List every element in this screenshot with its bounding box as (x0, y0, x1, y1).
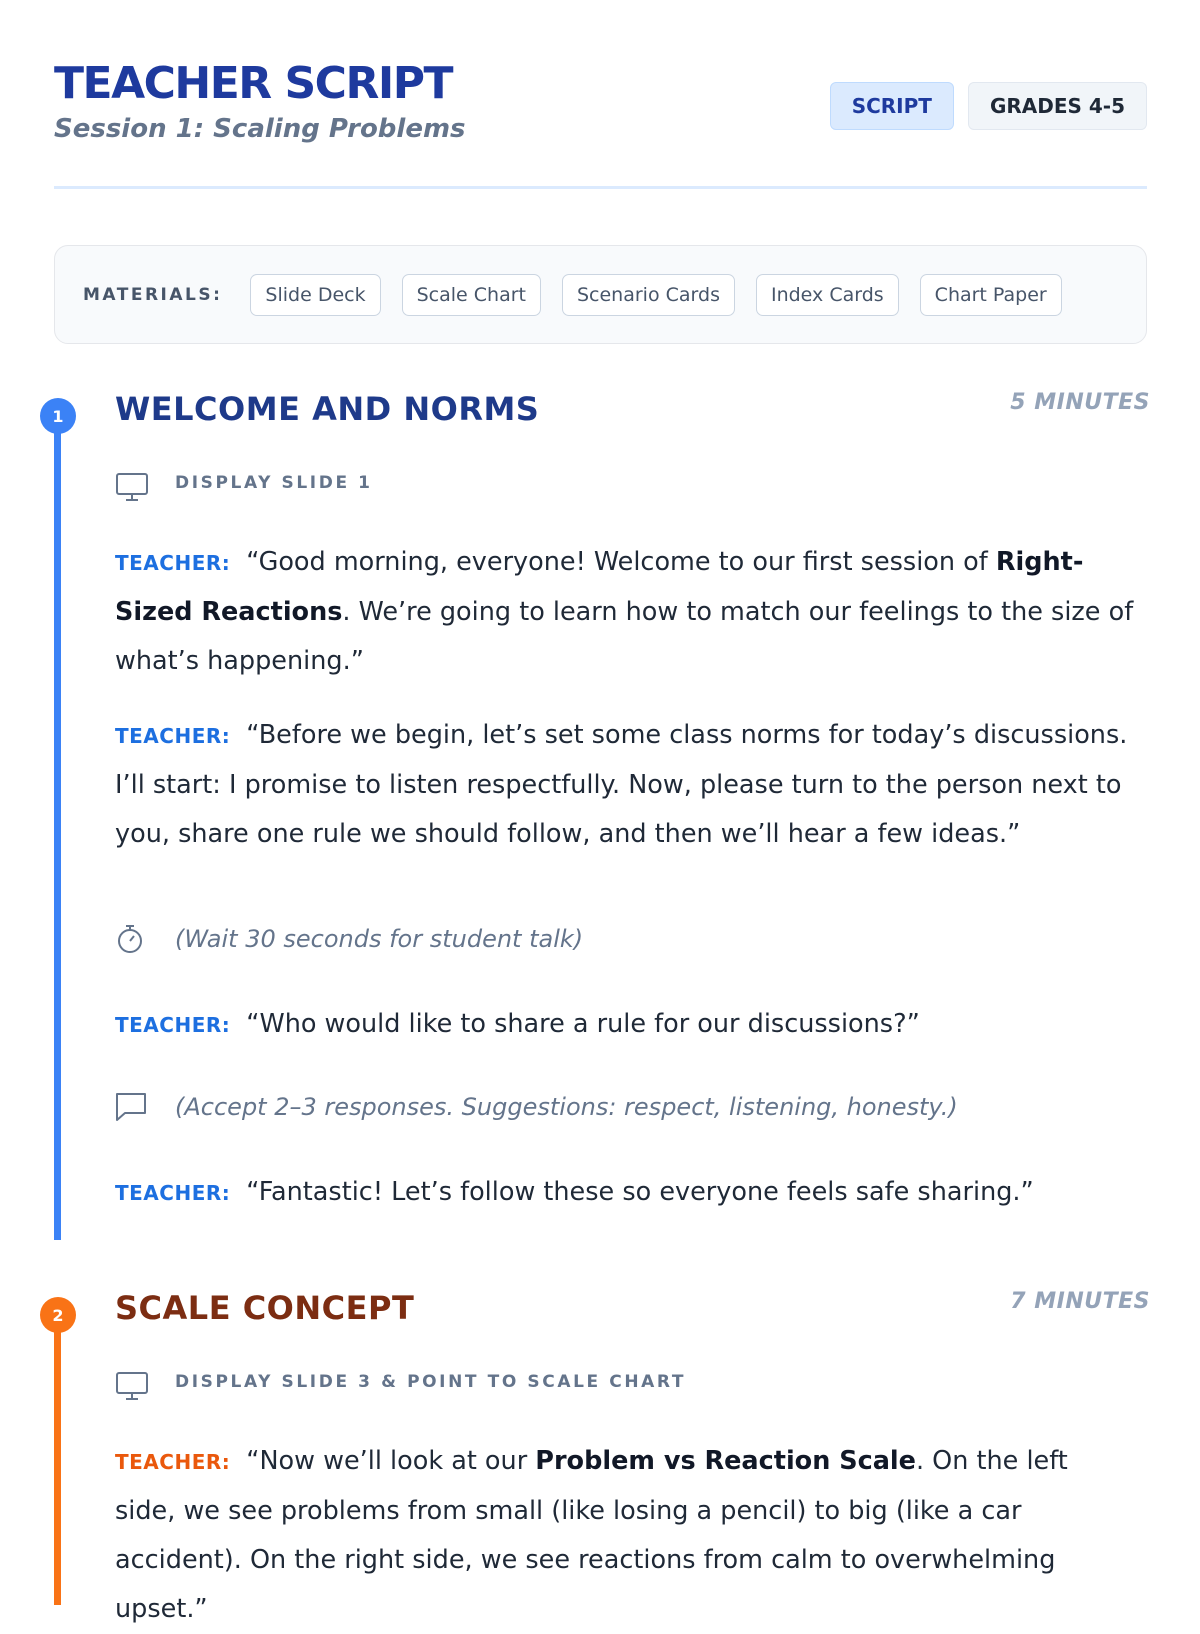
monitor-icon (115, 472, 151, 502)
teacher-speech: . We’re going to learn how to match our feelings to the size of what’s happening.” (115, 597, 1134, 676)
section-scale-concept (40, 1289, 1150, 1624)
stage-note-text: (Accept 2–3 responses. Suggestions: respect, listening, honesty.) (175, 1093, 958, 1121)
header-divider (54, 186, 1147, 189)
section-duration: 5 MINUTES (1010, 390, 1150, 415)
material-chip: Scale Chart (402, 274, 541, 316)
timeline-line (54, 1315, 61, 1605)
teacher-speech: “Who would like to share a rule for our discussions?” (246, 1009, 920, 1039)
section-title: WELCOME AND NORMS (115, 390, 540, 428)
page-subtitle: Session 1: Scaling Problems (54, 114, 466, 144)
material-chip: Slide Deck (250, 274, 380, 316)
stage-note (115, 1092, 1135, 1122)
monitor-icon (115, 1371, 151, 1401)
teacher-speech: . On the left side, we see problems from small (like losing a pencil) to big (like a car accident). On the right side, we see reactions from calm to overwhelming upset.” (115, 1446, 1068, 1624)
teacher-label: TEACHER: (115, 724, 231, 748)
teacher-line (115, 711, 1135, 859)
page-title: TEACHER SCRIPT (54, 58, 452, 109)
grade-badge: GRADES 4-5 (968, 82, 1147, 130)
timeline-line (54, 416, 61, 1240)
scale-name: Problem vs Reaction Scale (535, 1446, 916, 1476)
section-duration: 7 MINUTES (1010, 1289, 1150, 1314)
material-chip: Scenario Cards (562, 274, 735, 316)
teacher-label: TEACHER: (115, 1181, 231, 1205)
teacher-line (115, 538, 1135, 686)
step-number-badge: 1 (40, 398, 76, 434)
teacher-label: TEACHER: (115, 1450, 231, 1474)
materials-label: MATERIALS: (83, 284, 223, 305)
teacher-line (115, 1437, 1135, 1634)
display-slide-instruction (115, 1371, 1135, 1401)
display-slide-instruction (115, 472, 1135, 502)
script-badge: SCRIPT (830, 82, 954, 130)
teacher-speech: “Now we’ll look at our (246, 1446, 536, 1476)
material-chip: Chart Paper (920, 274, 1062, 316)
display-slide-label: DISPLAY SLIDE 3 & POINT TO SCALE CHART (175, 1372, 687, 1392)
stage-note-text: (Wait 30 seconds for student talk) (175, 925, 584, 953)
teacher-line (115, 1000, 1135, 1050)
page-header (54, 56, 1147, 144)
material-chip: Index Cards (756, 274, 899, 316)
stopwatch-icon (115, 923, 151, 955)
section-welcome-and-norms (40, 390, 1150, 1244)
speech-bubble-icon (115, 1092, 151, 1122)
section-title: SCALE CONCEPT (115, 1289, 415, 1327)
display-slide-label: DISPLAY SLIDE 1 (175, 473, 373, 493)
teacher-speech: “Fantastic! Let’s follow these so everyone feels safe sharing.” (246, 1177, 1034, 1207)
badge-group (830, 82, 1147, 130)
teacher-speech: “Before we begin, let’s set some class norms for today’s discussions. I’ll start: I promise to listen respectfully. Now, please turn to the person next to you, share one rule we should follow, and then we’ll hear a few ideas.” (115, 720, 1128, 849)
teacher-label: TEACHER: (115, 1013, 231, 1037)
teacher-speech: “Good morning, everyone! Welcome to our first session of (246, 547, 996, 577)
stage-note (115, 923, 1135, 955)
program-name: Right-Sized Reactions (115, 547, 1084, 627)
teacher-line (115, 1168, 1135, 1218)
step-number-badge: 2 (40, 1297, 76, 1333)
materials-panel (54, 245, 1147, 344)
teacher-label: TEACHER: (115, 551, 231, 575)
